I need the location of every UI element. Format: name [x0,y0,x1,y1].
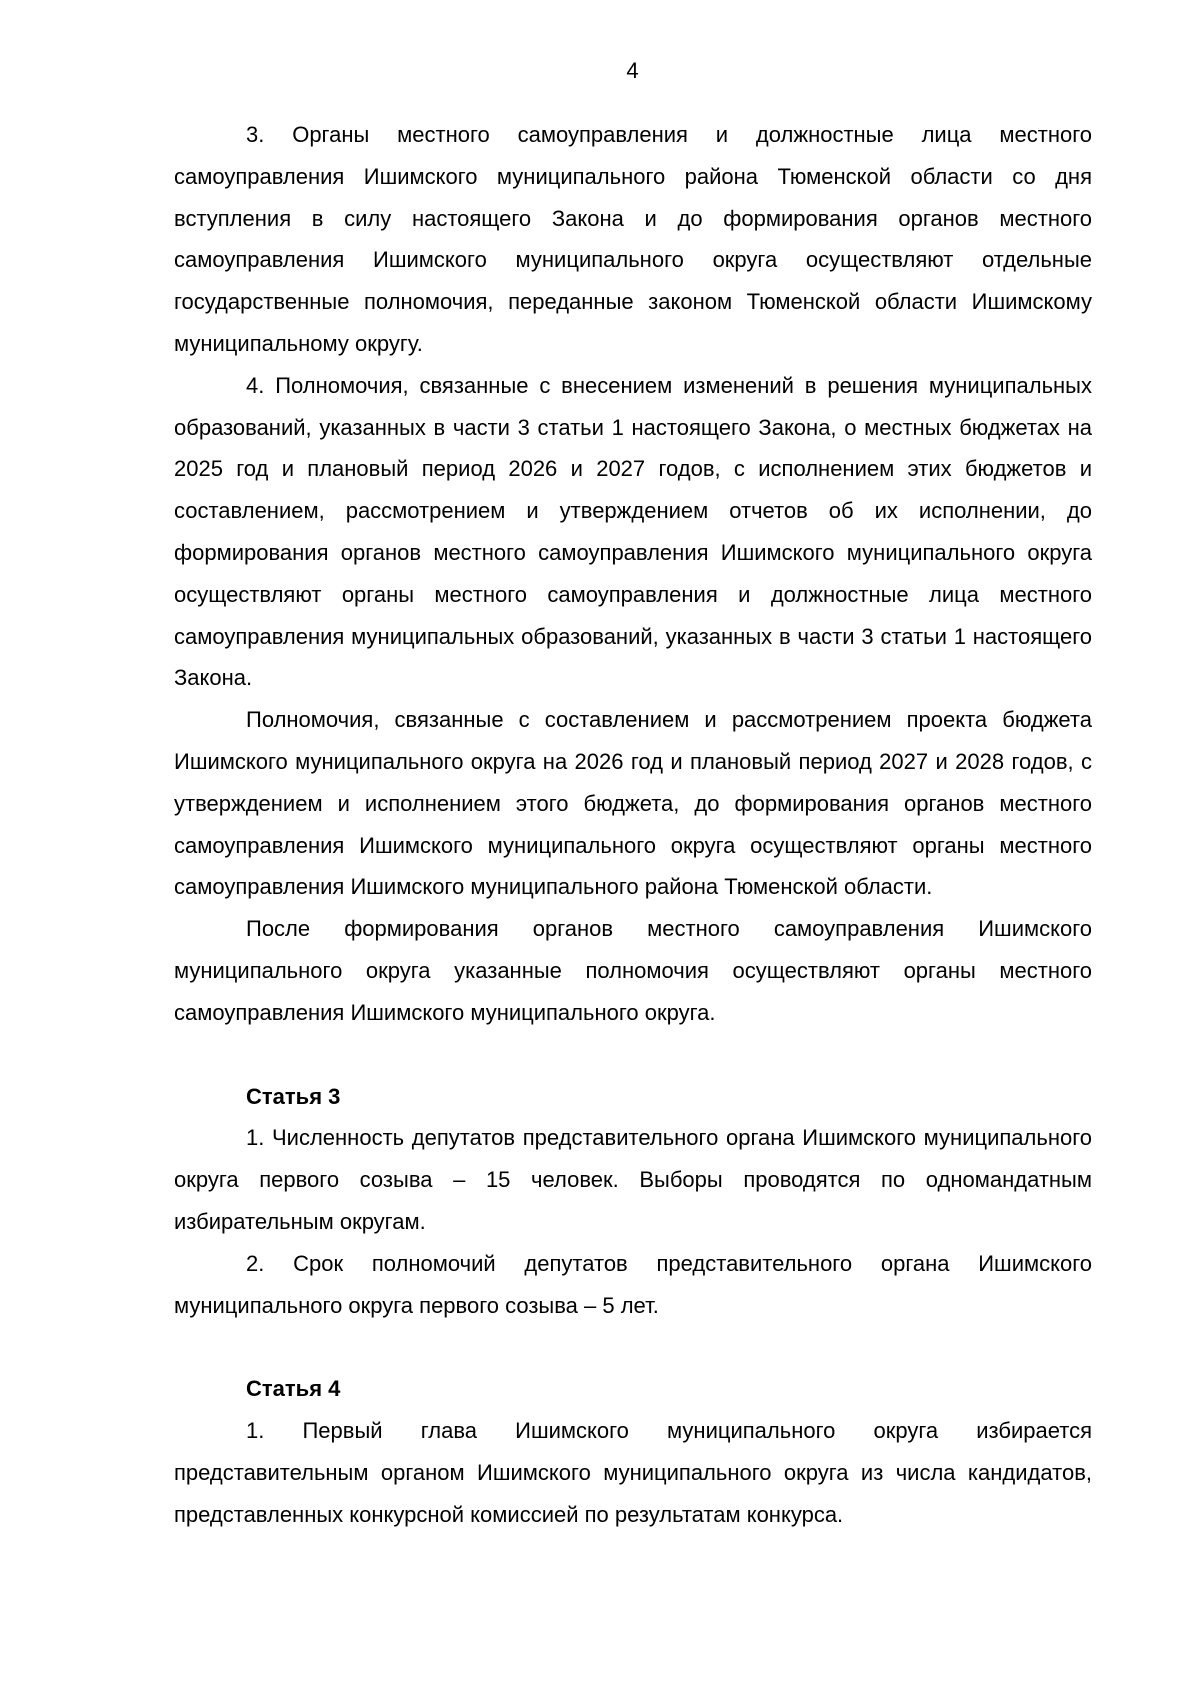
spacer [174,1034,1092,1076]
paragraph-4: 4. Полномочия, связанные с внесением изменений в решения муниципальных образований, указанных в части 3 статьи 1 настоящего Закона, о местных бюджетах на 2025 год и плановый период 2026 и 2027 годов, с исполнением этих бюджетов и составлением, рассмотрением и утверждением отчетов об их исполнении, до формирования органов местного самоуправления Ишимского муниципального округа осуществляют органы местного самоуправления и должностные лица местного самоуправления муниципальных образований, указанных в части 3 статьи 1 настоящего Закона. [174,372,1092,691]
page-number: 4 [626,58,639,83]
article-4-paragraph-1: 1. Первый глава Ишимского муниципального округа избирается представительным органом Ишимского муниципального округа из числа кандидатов, представленных конкурсной комиссией по результатам конкурса. [174,1418,1092,1527]
paragraph-after-formation: После формирования органов местного самоуправления Ишимского муниципального округа указанные полномочия осуществляют органы местного самоуправления Ишимского муниципального округа. [174,916,1092,1025]
article-3-heading: Статья 3 [246,1083,341,1109]
article-3-paragraph-1: 1. Численность депутатов представительного органа Ишимского муниципального округа первого созыва – 15 человек. Выборы проводятся по одномандатным избирательным округам. [174,1125,1092,1234]
article-4-heading: Статья 4 [246,1376,341,1402]
article-3-paragraph-2: 2. Срок полномочий депутатов представительного органа Ишимского муниципального округа первого созыва – 5 лет. [174,1250,1092,1318]
document-body [174,114,1092,1536]
paragraph-budget-2026: Полномочия, связанные с составлением и рассмотрением проекта бюджета Ишимского муниципального округа на 2026 год и плановый период 2027 и 2028 годов, с утверждением и исполнением этого бюджета, до формирования органов местного самоуправления Ишимского муниципального округа осуществляют органы местного самоуправления Ишимского муниципального района Тюменской области. [174,707,1092,900]
spacer [174,1326,1092,1368]
paragraph-3: 3. Органы местного самоуправления и должностные лица местного самоуправления Ишимского муниципального района Тюменской области со дня вступления в силу настоящего Закона и до формирования органов местного самоуправления Ишимского муниципального округа осуществляют отдельные государственные полномочия, переданные законом Тюменской области Ишимскому муниципальному округу. [174,122,1092,356]
